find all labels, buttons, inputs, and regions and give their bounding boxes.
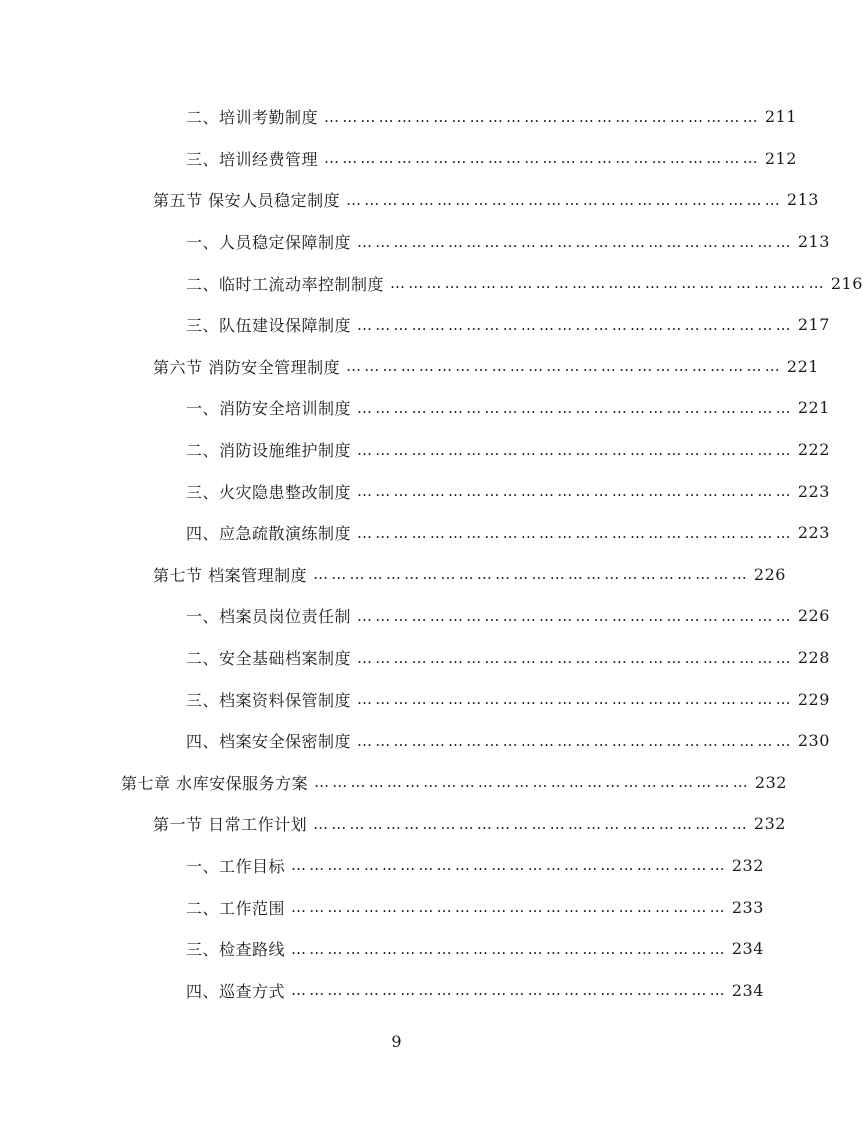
toc-entry-title: 第七节 档案管理制度 [153, 563, 309, 586]
toc-entry[interactable] [0, 387, 830, 429]
toc-entry-page: 233 [731, 897, 764, 917]
toc-entry-title: 二、临时工流动率控制制度 [186, 272, 386, 295]
toc-leader-dots: ……………………………………………………………… [346, 190, 783, 209]
toc-entry[interactable] [0, 762, 793, 804]
toc-leader-dots: ……………………………………………………………… [346, 357, 783, 376]
toc-entry-title: 四、档案安全保密制度 [186, 729, 353, 752]
toc-entry[interactable] [0, 96, 797, 138]
toc-entry-page: 211 [764, 107, 797, 127]
toc-entry[interactable] [0, 969, 793, 1011]
toc-entry-title: 二、工作范围 [186, 896, 287, 919]
toc-entry[interactable] [0, 595, 830, 637]
toc-entry-page: 226 [797, 606, 830, 626]
toc-entry[interactable] [0, 304, 830, 346]
toc-entry[interactable] [0, 346, 819, 388]
toc-entry-title: 第六节 消防安全管理制度 [153, 355, 342, 378]
toc-entry-title: 一、工作目标 [186, 854, 287, 877]
toc-entry-page: 234 [731, 939, 764, 959]
toc-leader-dots: ……………………………………………………………… [357, 690, 794, 709]
toc-entry-page: 217 [797, 315, 830, 335]
toc-leader-dots: ……………………………………………………………… [357, 440, 794, 459]
toc-entry[interactable] [0, 429, 830, 471]
toc-leader-dots: ……………………………………………………………… [324, 149, 761, 168]
toc-leader-dots: ……………………………………………………………… [357, 731, 794, 750]
toc-leader-dots: ……………………………………………………………… [357, 232, 794, 251]
toc-entry[interactable] [0, 720, 830, 762]
toc-entry[interactable] [0, 262, 863, 304]
toc-entry[interactable] [0, 221, 830, 263]
toc-entry-page: 234 [731, 980, 764, 1000]
toc-leader-dots: ……………………………………………………………… [390, 274, 827, 293]
toc-entry-title: 三、火灾隐患整改制度 [186, 480, 353, 503]
toc-entry[interactable] [0, 886, 793, 928]
toc-entry-page: 221 [797, 398, 830, 418]
toc-entry[interactable] [0, 845, 793, 887]
toc-entry-title: 一、消防安全培训制度 [186, 396, 353, 419]
page-number: 9 [391, 1032, 402, 1051]
toc-entry-title: 三、队伍建设保障制度 [186, 313, 353, 336]
toc-entry-page: 232 [731, 855, 764, 875]
toc-entry-page: 212 [764, 148, 797, 168]
toc-entry-page: 223 [797, 523, 830, 543]
toc-entry-title: 二、培训考勤制度 [186, 105, 320, 128]
toc-leader-dots: ……………………………………………………………… [357, 398, 794, 417]
toc-leader-dots: ……………………………………………………………… [357, 648, 794, 667]
toc-entry[interactable] [0, 928, 793, 970]
toc-entry-page: 222 [797, 440, 830, 460]
toc-entry-page: 230 [797, 731, 830, 751]
toc-entry-title: 四、应急疏散演练制度 [186, 521, 353, 544]
toc-entry-title: 第一节 日常工作计划 [153, 812, 309, 835]
toc-entry-page: 216 [830, 273, 863, 293]
toc-leader-dots: ……………………………………………………………… [291, 939, 728, 958]
table-of-contents [0, 96, 863, 1011]
toc-entry-page: 232 [754, 772, 787, 792]
toc-entry[interactable] [0, 678, 830, 720]
toc-entry-title: 一、档案员岗位责任制 [186, 604, 353, 627]
toc-entry[interactable] [0, 554, 793, 596]
toc-entry-page: 221 [786, 356, 819, 376]
toc-leader-dots: ……………………………………………………………… [357, 482, 794, 501]
toc-entry-title: 一、人员稳定保障制度 [186, 230, 353, 253]
toc-entry-title: 三、档案资料保管制度 [186, 688, 353, 711]
toc-entry-title: 第七章 水库安保服务方案 [121, 771, 310, 794]
toc-leader-dots: ……………………………………………………………… [357, 523, 794, 542]
toc-leader-dots: ……………………………………………………………… [291, 856, 728, 875]
toc-entry[interactable] [0, 637, 830, 679]
toc-entry-page: 226 [753, 564, 786, 584]
toc-leader-dots: ……………………………………………………………… [313, 565, 750, 584]
toc-entry[interactable] [0, 138, 797, 180]
toc-entry-page: 213 [786, 190, 819, 210]
toc-entry-page: 223 [797, 481, 830, 501]
toc-entry[interactable] [0, 470, 830, 512]
toc-leader-dots: ……………………………………………………………… [291, 981, 728, 1000]
toc-entry[interactable] [0, 803, 793, 845]
toc-leader-dots: ……………………………………………………………… [291, 898, 728, 917]
toc-entry-title: 二、消防设施维护制度 [186, 438, 353, 461]
toc-entry-page: 229 [797, 689, 830, 709]
toc-leader-dots: ……………………………………………………………… [357, 315, 794, 334]
toc-entry-page: 232 [753, 814, 786, 834]
toc-leader-dots: ……………………………………………………………… [313, 814, 750, 833]
toc-entry[interactable] [0, 179, 819, 221]
toc-entry-title: 三、培训经费管理 [186, 147, 320, 170]
toc-leader-dots: ……………………………………………………………… [357, 606, 794, 625]
toc-entry-title: 二、安全基础档案制度 [186, 646, 353, 669]
toc-leader-dots: ……………………………………………………………… [324, 107, 761, 126]
toc-entry-page: 228 [797, 648, 830, 668]
toc-entry-title: 三、检查路线 [186, 937, 287, 960]
toc-entry[interactable] [0, 512, 830, 554]
toc-leader-dots: ……………………………………………………………… [314, 773, 751, 792]
toc-entry-title: 四、巡查方式 [186, 979, 287, 1002]
toc-entry-title: 第五节 保安人员稳定制度 [153, 188, 342, 211]
toc-entry-page: 213 [797, 232, 830, 252]
